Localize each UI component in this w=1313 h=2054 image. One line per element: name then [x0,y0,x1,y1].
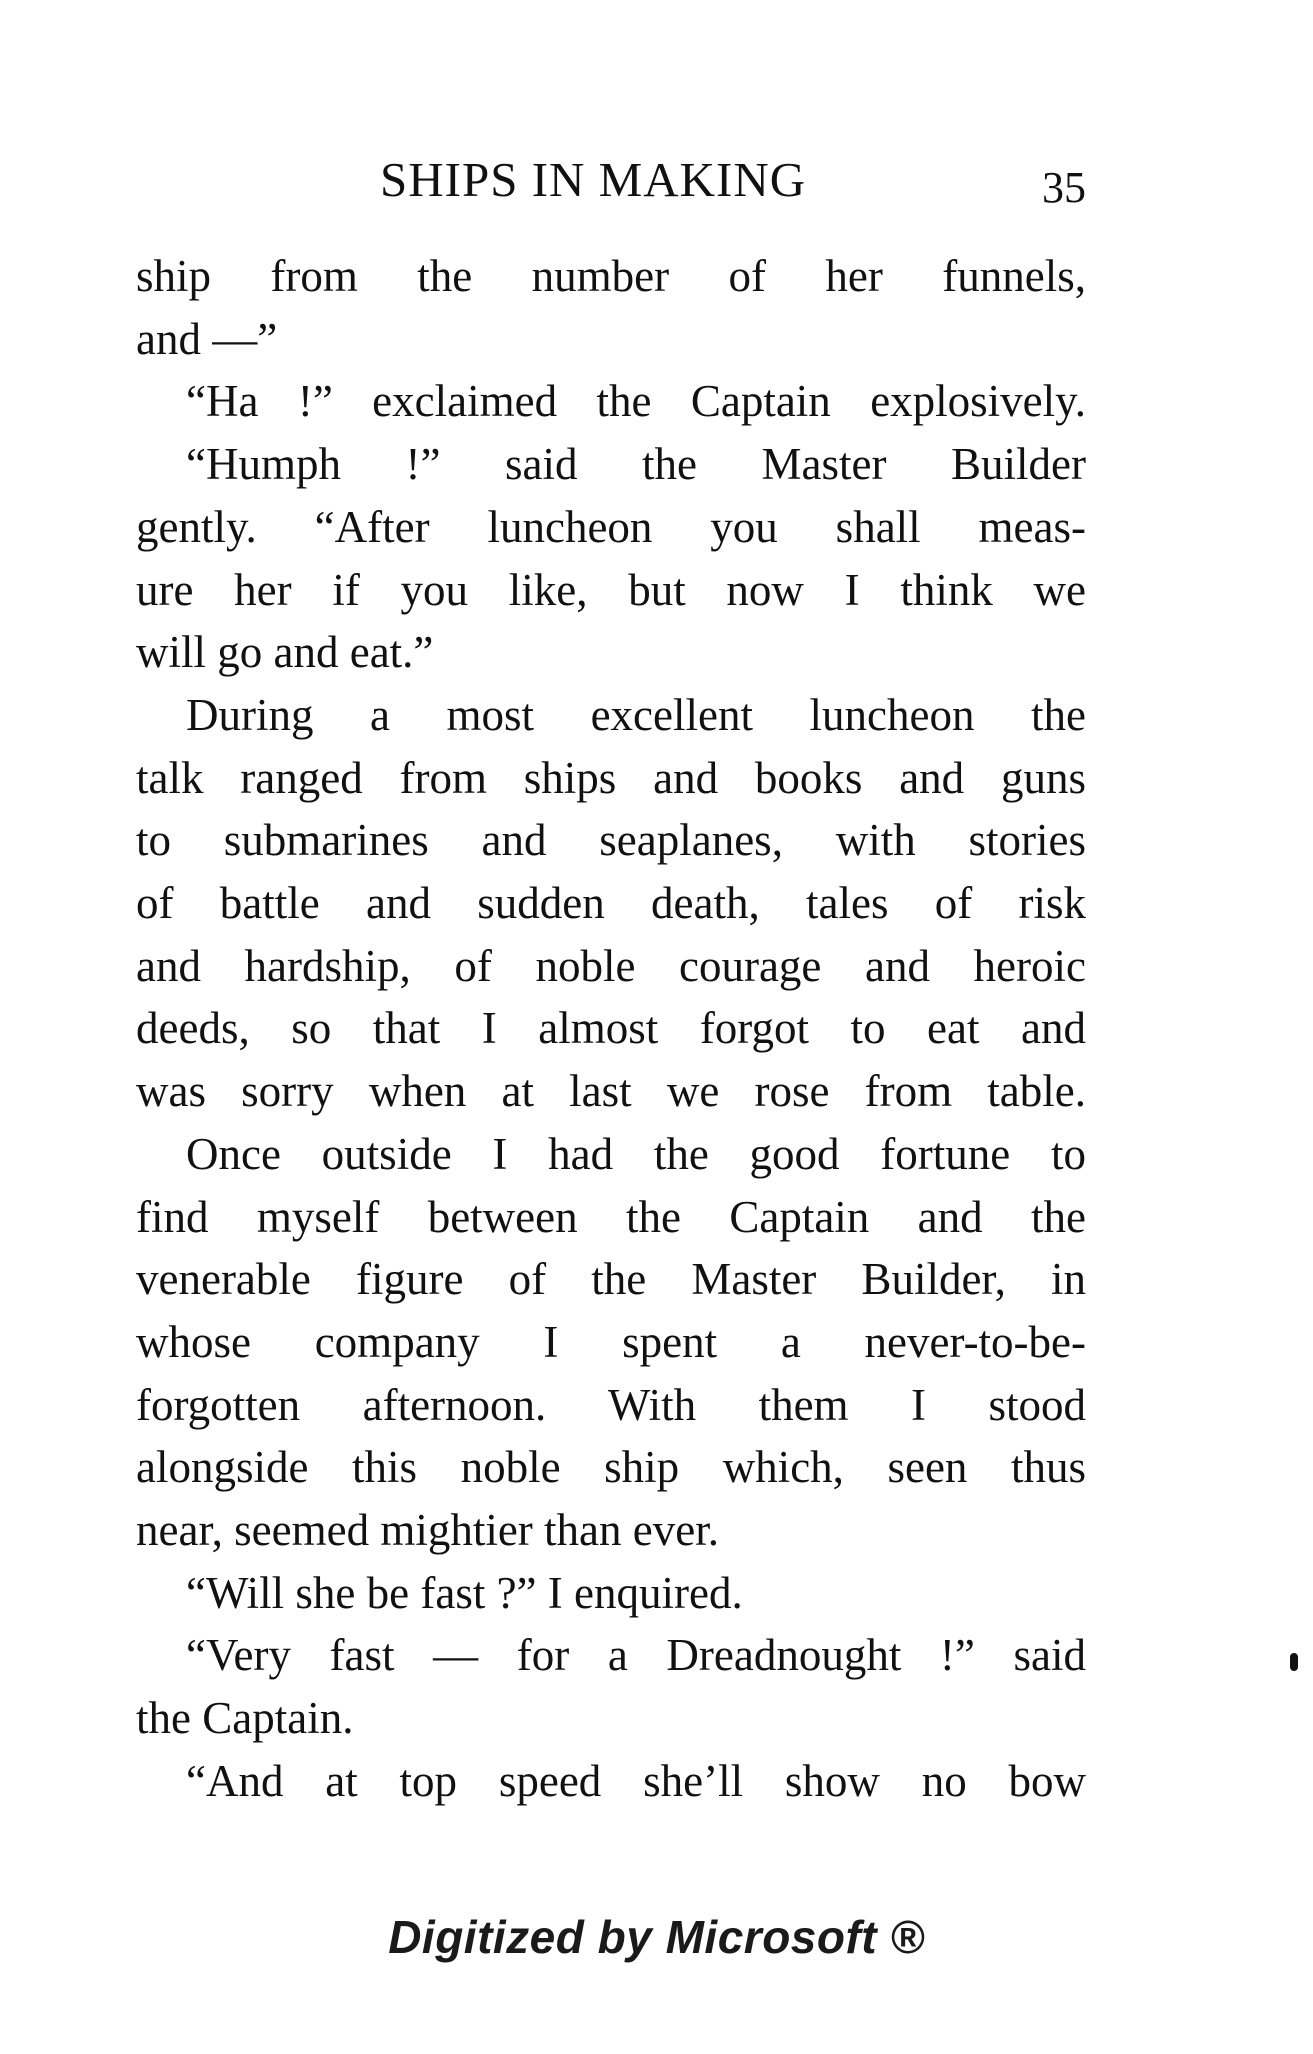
text-line: the Captain. [136,1693,354,1744]
text-line: ship from the number of her funnels, [136,251,1086,301]
page-number: 35 [1042,163,1086,212]
text-line: venerable figure of the Master Builder, in [136,1254,1086,1305]
text-line: was sorry when at last we rose from table. [136,1066,1086,1117]
digitization-watermark: Digitized by Microsoft ® [388,1911,925,1963]
text-line: and —” [136,313,278,364]
margin-ink-mark [1290,1653,1298,1671]
body-text [136,245,1086,1813]
text-line: of battle and sudden death, tales of risk [136,878,1086,929]
text-line: talk ranged from ships and books and guns [136,752,1086,803]
text-line: find myself between the Captain and the [136,1191,1086,1242]
text-line: forgotten afternoon. With them I stood [136,1379,1086,1430]
text-line: alongside this noble ship which, seen thus [136,1442,1086,1493]
text-line: Once outside I had the good fortune to [186,1128,1086,1179]
text-line: “Will she be fast ?” I enquired. [186,1567,743,1618]
text-line: to submarines and seaplanes, with stories [136,815,1086,866]
text-line: whose company I spent a never-to-be- [136,1316,1086,1367]
running-title: SHIPS IN MAKING [380,152,807,207]
text-line: gently. “After luncheon you shall meas- [136,501,1086,552]
text-line: ure her if you like, but now I think we [136,564,1086,615]
text-line: “And at top speed she’ll show no bow [186,1755,1086,1806]
text-line: “Very fast — for a Dreadnought !” said [186,1630,1086,1681]
running-head [136,150,1086,210]
text-line: “Humph !” said the Master Builder [186,439,1086,490]
text-line: will go and eat.” [136,627,434,678]
text-line: deeds, so that I almost forgot to eat and [136,1003,1086,1054]
text-line: During a most excellent luncheon the [186,689,1086,740]
text-line: “Ha !” exclaimed the Captain explosively. [186,376,1086,427]
text-line: and hardship, of noble courage and heroic [136,940,1086,991]
text-line: near, seemed mightier than ever. [136,1505,719,1556]
